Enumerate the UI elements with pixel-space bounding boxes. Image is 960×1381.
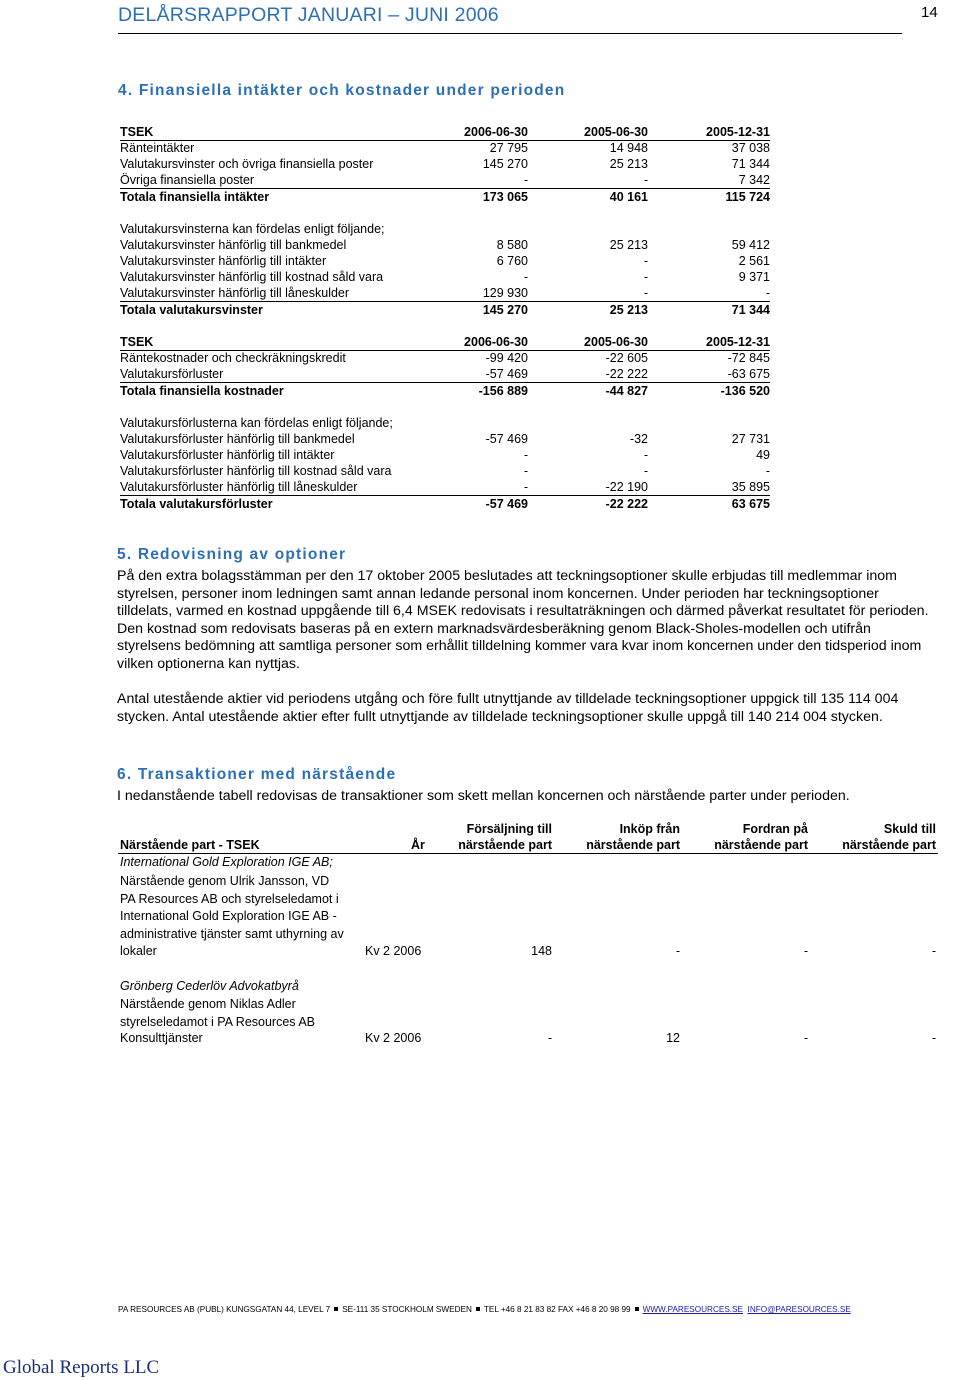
section-5-heading: 5. Redovisning av optioner bbox=[117, 546, 347, 563]
rp-header-receivables-1: Fordran på bbox=[742, 822, 808, 836]
cell-2006: 173 065 bbox=[482, 190, 528, 204]
row-label: Valutakursvinsterna kan fördelas enligt följande; bbox=[120, 222, 385, 236]
row-label: Valutakursförlusterna kan fördelas enligt följande; bbox=[120, 416, 393, 430]
income-table-header bbox=[120, 124, 770, 141]
cell-2006: 27 795 bbox=[489, 141, 528, 155]
watermark-brand: Global Reports LLC bbox=[3, 1357, 160, 1378]
table-row bbox=[120, 172, 770, 189]
row-label: Valutakursförluster hänförlig till låneskulder bbox=[120, 480, 358, 494]
row-label: Valutakursförluster hänförlig till bankmedel bbox=[120, 432, 355, 446]
rp-header-debt-1: Skuld till bbox=[883, 822, 936, 836]
income-header-tsek: TSEK bbox=[120, 125, 154, 139]
bullet-icon bbox=[635, 1307, 639, 1311]
row-label: Valutakursvinster hänförlig till bankmedel bbox=[120, 238, 347, 252]
cost-header-2006: 2006-06-30 bbox=[464, 335, 528, 349]
rp-entry-1-line-1: International Gold Exploration IGE AB; bbox=[120, 855, 333, 869]
rp-entry-2-sales: - bbox=[547, 1031, 552, 1045]
row-label: Valutakursförluster hänförlig till kostnad såld vara bbox=[120, 464, 392, 478]
table-total-row bbox=[120, 302, 770, 318]
cell-2005-12: 35 895 bbox=[731, 480, 770, 494]
rp-entry-2-purchases: 12 bbox=[666, 1031, 680, 1045]
cell-2005-12: 59 412 bbox=[731, 238, 770, 252]
header-divider bbox=[118, 33, 902, 34]
cell-2005: -44 827 bbox=[605, 384, 648, 398]
table-total-row bbox=[120, 496, 770, 512]
row-label: Totala finansiella intäkter bbox=[120, 190, 270, 204]
rp-entry-1-receivables: - bbox=[803, 944, 808, 958]
cost-header-tsek: TSEK bbox=[120, 335, 154, 349]
cell-2005: 25 213 bbox=[609, 238, 648, 252]
document-title: DELÅRSRAPPORT JANUARI – JUNI 2006 bbox=[118, 4, 499, 26]
paragraph-text: På den extra bolagsstämman per den 17 oktober 2005 beslutades att teckningsoptioner skulle erbjudas till medlemmar inom styrelsen, personer inom ledningen samt annan ledande personal inom koncernen. Under perioden har teckningsoptioner tilldelats, varmed en kostnad uppgående till 6,4 MSEK redovisats i resultaträkningen och därmed påverkat resultatet för perioden. Den kostnad som redovisats baseras på en extern marknadsvärdesberäkning genom Black-Sholes-modellen och utifrån styrelsens bedömning att samtliga personer som erhållit tilldelning kommer vara kvar inom koncernen under den tidsperiod inom vilken optionerna kan nyttjas. bbox=[117, 568, 929, 672]
cell-2006: 8 580 bbox=[496, 238, 528, 252]
cell-2005-12: -72 845 bbox=[727, 351, 770, 365]
table-row bbox=[120, 253, 770, 269]
row-label: Ränteintäkter bbox=[120, 141, 195, 155]
cell-2006: 6 760 bbox=[496, 254, 528, 268]
table-row bbox=[120, 431, 770, 447]
rp-entry-2-line-3: styrelseledamot i PA Resources AB bbox=[120, 1015, 315, 1029]
row-label: Valutakursvinster hänförlig till låneskulder bbox=[120, 286, 350, 300]
row-label: Valutakursförluster bbox=[120, 367, 224, 381]
cell-2006: 145 270 bbox=[482, 157, 528, 171]
bullet-icon bbox=[334, 1307, 338, 1311]
cell-2005-12: 71 344 bbox=[731, 303, 770, 317]
table-row bbox=[120, 285, 770, 302]
row-label: Valutakursvinster hänförlig till intäkter bbox=[120, 254, 327, 268]
table-total-row bbox=[120, 189, 770, 205]
cost-header-2005: 2005-06-30 bbox=[584, 335, 648, 349]
rp-entry-1-line-3: PA Resources AB och styrelseledamot i bbox=[120, 892, 339, 906]
cell-2005-12: - bbox=[765, 286, 770, 300]
rp-entry-1-line-4: International Gold Exploration IGE AB - bbox=[120, 909, 337, 923]
cell-2005: 25 213 bbox=[609, 157, 648, 171]
cell-2006: -57 469 bbox=[485, 497, 528, 511]
row-label: Övriga finansiella poster bbox=[120, 173, 255, 187]
rp-header-sales-2: närstående part bbox=[458, 838, 552, 852]
losses-intro bbox=[120, 415, 770, 431]
row-label: Totala valutakursvinster bbox=[120, 303, 263, 317]
cell-2006: -57 469 bbox=[485, 367, 528, 381]
rp-header-debt-2: närstående part bbox=[842, 838, 936, 852]
footer-web-link[interactable]: WWW.PARESOURCES.SE bbox=[642, 1305, 743, 1314]
row-label: Valutakursvinster hänförlig till kostnad såld vara bbox=[120, 270, 384, 284]
cell-2006: -156 889 bbox=[478, 384, 528, 398]
transactions-intro: I nedanstående tabell redovisas de transaktioner som skett mellan koncernen och närstående parter under perioden. bbox=[117, 788, 850, 804]
cell-2005: - bbox=[643, 173, 648, 187]
cell-2006: - bbox=[523, 173, 528, 187]
cost-table-header bbox=[120, 334, 770, 351]
table-row bbox=[120, 140, 770, 156]
rp-header-sales-1: Försäljning till bbox=[466, 822, 552, 836]
cell-2005-12: 71 344 bbox=[731, 157, 770, 171]
table-total-row bbox=[120, 383, 770, 399]
options-paragraph-1 bbox=[117, 568, 929, 673]
cell-2006: - bbox=[523, 464, 528, 478]
income-header-2005-12: 2005-12-31 bbox=[706, 125, 770, 139]
cell-2006: - bbox=[523, 270, 528, 284]
rp-header-purchases-1: Inköp från bbox=[619, 822, 680, 836]
cell-2005-12: 7 342 bbox=[738, 173, 770, 187]
cell-2005-12: 49 bbox=[756, 448, 770, 462]
row-label: Valutakursvinster och övriga finansiella poster bbox=[120, 157, 374, 171]
cell-2005-12: 2 561 bbox=[738, 254, 770, 268]
rp-header-party: Närstående part - TSEK bbox=[120, 838, 260, 852]
cell-2005: 14 948 bbox=[609, 141, 648, 155]
cost-header-2005-12: 2005-12-31 bbox=[706, 335, 770, 349]
cell-2005-12: 115 724 bbox=[725, 190, 770, 204]
section-4-heading: 4. Finansiella intäkter och kostnader under perioden bbox=[118, 82, 566, 99]
cell-2005-12: -63 675 bbox=[727, 367, 770, 381]
row-label: Totala finansiella kostnader bbox=[120, 384, 284, 398]
rp-entry-1-purchases: - bbox=[675, 944, 680, 958]
cell-2005: -22 605 bbox=[605, 351, 648, 365]
row-label: Valutakursförluster hänförlig till intäkter bbox=[120, 448, 335, 462]
row-label: Räntekostnader och checkräkningskredit bbox=[120, 351, 346, 365]
page-number: 14 bbox=[921, 4, 938, 21]
cell-2005: -22 222 bbox=[605, 367, 648, 381]
rp-entry-2-line-4: Konsulttjänster bbox=[120, 1031, 203, 1045]
cell-2005: 40 161 bbox=[609, 190, 648, 204]
cell-2005: - bbox=[643, 286, 648, 300]
cell-2005: -22 222 bbox=[605, 497, 648, 511]
cell-2005: 25 213 bbox=[609, 303, 648, 317]
cell-2006: 145 270 bbox=[482, 303, 528, 317]
cell-2005: -32 bbox=[629, 432, 648, 446]
footer-email-link[interactable]: INFO@PARESOURCES.SE bbox=[747, 1305, 851, 1314]
cell-2005: - bbox=[643, 448, 648, 462]
rp-entry-1-line-5: administrative tjänster samt uthyrning av bbox=[120, 927, 344, 941]
rp-entry-2-line-1: Grönberg Cederlöv Advokatbyrå bbox=[120, 979, 299, 993]
rp-header-receivables-2: närstående part bbox=[714, 838, 808, 852]
bullet-icon bbox=[476, 1307, 480, 1311]
table-row bbox=[120, 463, 770, 479]
cell-2005: - bbox=[643, 270, 648, 284]
rp-entry-1-year: Kv 2 2006 bbox=[365, 944, 422, 958]
rp-entry-1-debt: - bbox=[931, 944, 936, 958]
cell-2006: 129 930 bbox=[482, 286, 528, 300]
footer-city: SE-111 35 STOCKHOLM SWEDEN bbox=[342, 1305, 472, 1314]
options-paragraph-2 bbox=[117, 691, 929, 726]
cell-2006: -99 420 bbox=[485, 351, 528, 365]
rp-header-purchases-2: närstående part bbox=[586, 838, 680, 852]
paragraph-text: Antal utestående aktier vid periodens utgång och före fullt utnyttjande av tilldelade teckningsoptioner uppgick till 135 114 004 stycken. Antal utestående aktier efter fullt utnyttjande av tilldelade teckningsoptioner skulle uppgå till 140 214 004 stycken. bbox=[117, 691, 899, 725]
footer-phone: TEL +46 8 21 83 82 FAX +46 8 20 98 99 bbox=[483, 1305, 631, 1314]
cell-2005-12: 37 038 bbox=[731, 141, 770, 155]
cell-2006: -57 469 bbox=[485, 432, 528, 446]
cell-2006: - bbox=[523, 480, 528, 494]
cell-2006: - bbox=[523, 448, 528, 462]
rp-entry-2-year: Kv 2 2006 bbox=[365, 1031, 422, 1045]
cell-2005-12: 9 371 bbox=[738, 270, 770, 284]
footer-address: PA RESOURCES AB (PUBL) KUNGSGATAN 44, LEVEL 7 bbox=[118, 1305, 331, 1314]
cell-2005: -22 190 bbox=[605, 480, 648, 494]
rp-entry-1-line-6: lokaler bbox=[120, 944, 157, 958]
income-header-2006: 2006-06-30 bbox=[464, 125, 528, 139]
row-label: Totala valutakursförluster bbox=[120, 497, 273, 511]
cell-2005: - bbox=[643, 464, 648, 478]
cell-2005-12: - bbox=[765, 464, 770, 478]
rp-header-year: År bbox=[411, 838, 425, 852]
table-row bbox=[120, 237, 770, 253]
cell-2005: - bbox=[643, 254, 648, 268]
table-row bbox=[120, 269, 770, 285]
gains-intro bbox=[120, 221, 770, 237]
table-row bbox=[120, 350, 770, 366]
page-footer bbox=[118, 1305, 851, 1314]
rp-entry-2-line-2: Närstående genom Niklas Adler bbox=[120, 997, 296, 1011]
cell-2005-12: 27 731 bbox=[731, 432, 770, 446]
income-header-2005: 2005-06-30 bbox=[584, 125, 648, 139]
rp-entry-2-debt: - bbox=[931, 1031, 936, 1045]
rp-entry-2-receivables: - bbox=[803, 1031, 808, 1045]
table-row bbox=[120, 366, 770, 383]
table-row bbox=[120, 447, 770, 463]
table-row bbox=[120, 156, 770, 172]
rp-entry-1-sales: 148 bbox=[531, 944, 552, 958]
cell-2005-12: -136 520 bbox=[720, 384, 770, 398]
cell-2005-12: 63 675 bbox=[731, 497, 770, 511]
table-row bbox=[120, 479, 770, 496]
section-6-heading: 6. Transaktioner med närstående bbox=[117, 766, 397, 783]
rp-entry-1-line-2: Närstående genom Ulrik Jansson, VD bbox=[120, 874, 330, 888]
